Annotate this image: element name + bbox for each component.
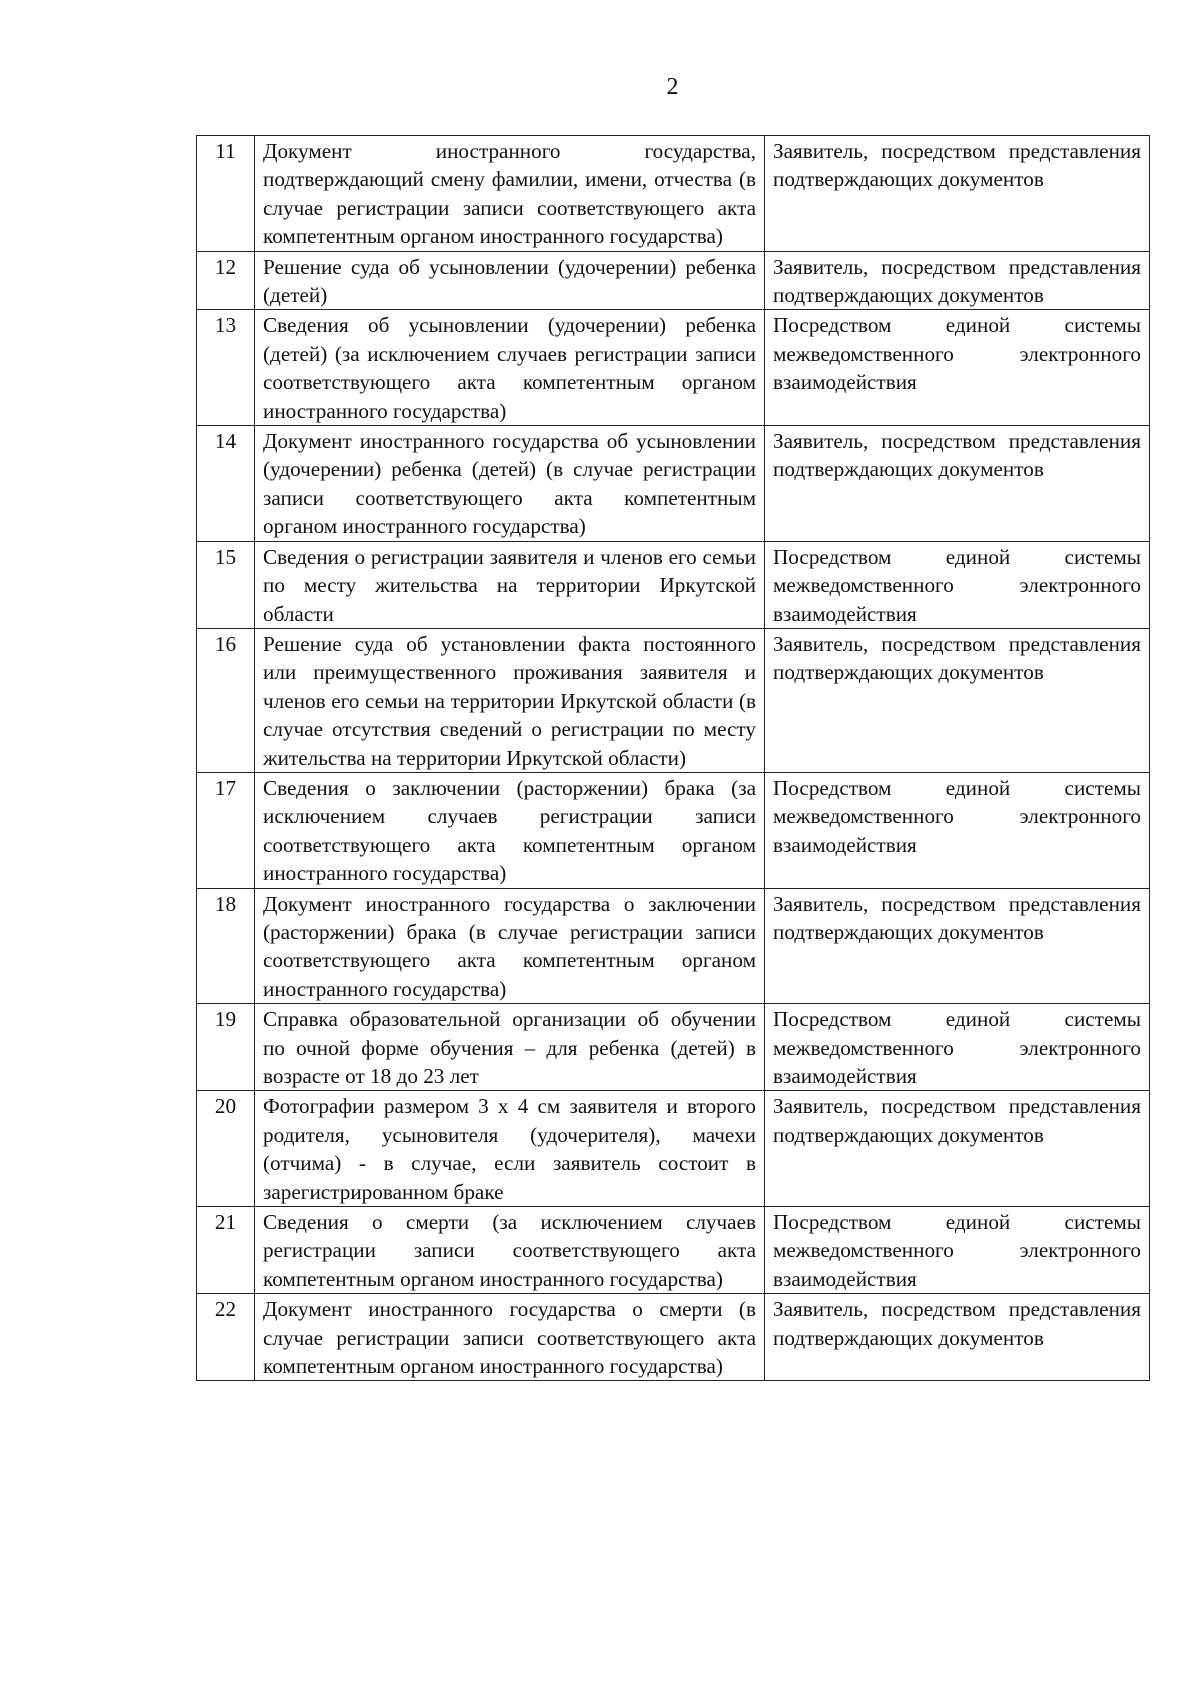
document-source: Посредством единой системы межведомственного электронного взаимодействия xyxy=(765,1004,1150,1091)
table-row xyxy=(197,1207,1150,1294)
table-row xyxy=(197,888,1150,1004)
table-row xyxy=(197,136,1150,252)
row-number: 15 xyxy=(197,541,255,628)
row-number: 20 xyxy=(197,1091,255,1207)
table-row xyxy=(197,1294,1150,1381)
row-number: 13 xyxy=(197,310,255,426)
row-number: 18 xyxy=(197,888,255,1004)
table-row xyxy=(197,426,1150,542)
row-number: 12 xyxy=(197,251,255,310)
document-description: Решение суда об установлении факта постоянного или преимущественного проживания заявителя и членов его семьи на территории Иркутской области (в случае отсутствия сведений о регистрации по месту жительства на территории Иркутской области) xyxy=(255,628,765,772)
row-number: 16 xyxy=(197,628,255,772)
document-description: Сведения об усыновлении (удочерении) ребенка (детей) (за исключением случаев регистрации записи соответствующего акта компетентным органом иностранного государства) xyxy=(255,310,765,426)
document-description: Документ иностранного государства о смерти (в случае регистрации записи соответствующего акта компетентным органом иностранного государства) xyxy=(255,1294,765,1381)
row-number: 22 xyxy=(197,1294,255,1381)
document-description: Решение суда об усыновлении (удочерении) ребенка (детей) xyxy=(255,251,765,310)
row-number: 11 xyxy=(197,136,255,252)
row-number: 14 xyxy=(197,426,255,542)
document-description: Документ иностранного государства об усыновлении (удочерении) ребенка (детей) (в случае регистрации записи соответствующего акта компетентным органом иностранного государства) xyxy=(255,426,765,542)
documents-table xyxy=(196,135,1150,1381)
document-description: Сведения о смерти (за исключением случаев регистрации записи соответствующего акта компетентным органом иностранного государства) xyxy=(255,1207,765,1294)
table-row xyxy=(197,541,1150,628)
document-source: Заявитель, посредством представления подтверждающих документов xyxy=(765,251,1150,310)
row-number: 19 xyxy=(197,1004,255,1091)
document-source: Посредством единой системы межведомственного электронного взаимодействия xyxy=(765,541,1150,628)
table-row xyxy=(197,1091,1150,1207)
document-description: Документ иностранного государства о заключении (расторжении) брака (в случае регистрации записи соответствующего акта компетентным органом иностранного государства) xyxy=(255,888,765,1004)
document-description: Сведения о регистрации заявителя и членов его семьи по месту жительства на территории Иркутской области xyxy=(255,541,765,628)
document-source: Заявитель, посредством представления подтверждающих документов xyxy=(765,426,1150,542)
document-description: Документ иностранного государства, подтверждающий смену фамилии, имени, отчества (в случае регистрации записи соответствующего акта компетентным органом иностранного государства) xyxy=(255,136,765,252)
document-description: Фотографии размером 3 х 4 см заявителя и второго родителя, усыновителя (удочерителя), мачехи (отчима) - в случае, если заявитель состоит в зарегистрированном браке xyxy=(255,1091,765,1207)
table-row xyxy=(197,628,1150,772)
document-source: Заявитель, посредством представления подтверждающих документов xyxy=(765,628,1150,772)
document-source: Заявитель, посредством представления подтверждающих документов xyxy=(765,136,1150,252)
row-number: 17 xyxy=(197,772,255,888)
document-description: Сведения о заключении (расторжении) брака (за исключением случаев регистрации записи соответствующего акта компетентным органом иностранного государства) xyxy=(255,772,765,888)
table-row xyxy=(197,772,1150,888)
document-description: Справка образовательной организации об обучении по очной форме обучения – для ребенка (детей) в возрасте от 18 до 23 лет xyxy=(255,1004,765,1091)
document-source: Посредством единой системы межведомственного электронного взаимодействия xyxy=(765,310,1150,426)
page-number: 2 xyxy=(666,74,679,100)
document-source: Заявитель, посредством представления подтверждающих документов xyxy=(765,1294,1150,1381)
document-source: Посредством единой системы межведомственного электронного взаимодействия xyxy=(765,772,1150,888)
table-row xyxy=(197,310,1150,426)
table-row xyxy=(197,251,1150,310)
document-source: Заявитель, посредством представления подтверждающих документов xyxy=(765,1091,1150,1207)
document-source: Посредством единой системы межведомственного электронного взаимодействия xyxy=(765,1207,1150,1294)
document-source: Заявитель, посредством представления подтверждающих документов xyxy=(765,888,1150,1004)
table-row xyxy=(197,1004,1150,1091)
row-number: 21 xyxy=(197,1207,255,1294)
